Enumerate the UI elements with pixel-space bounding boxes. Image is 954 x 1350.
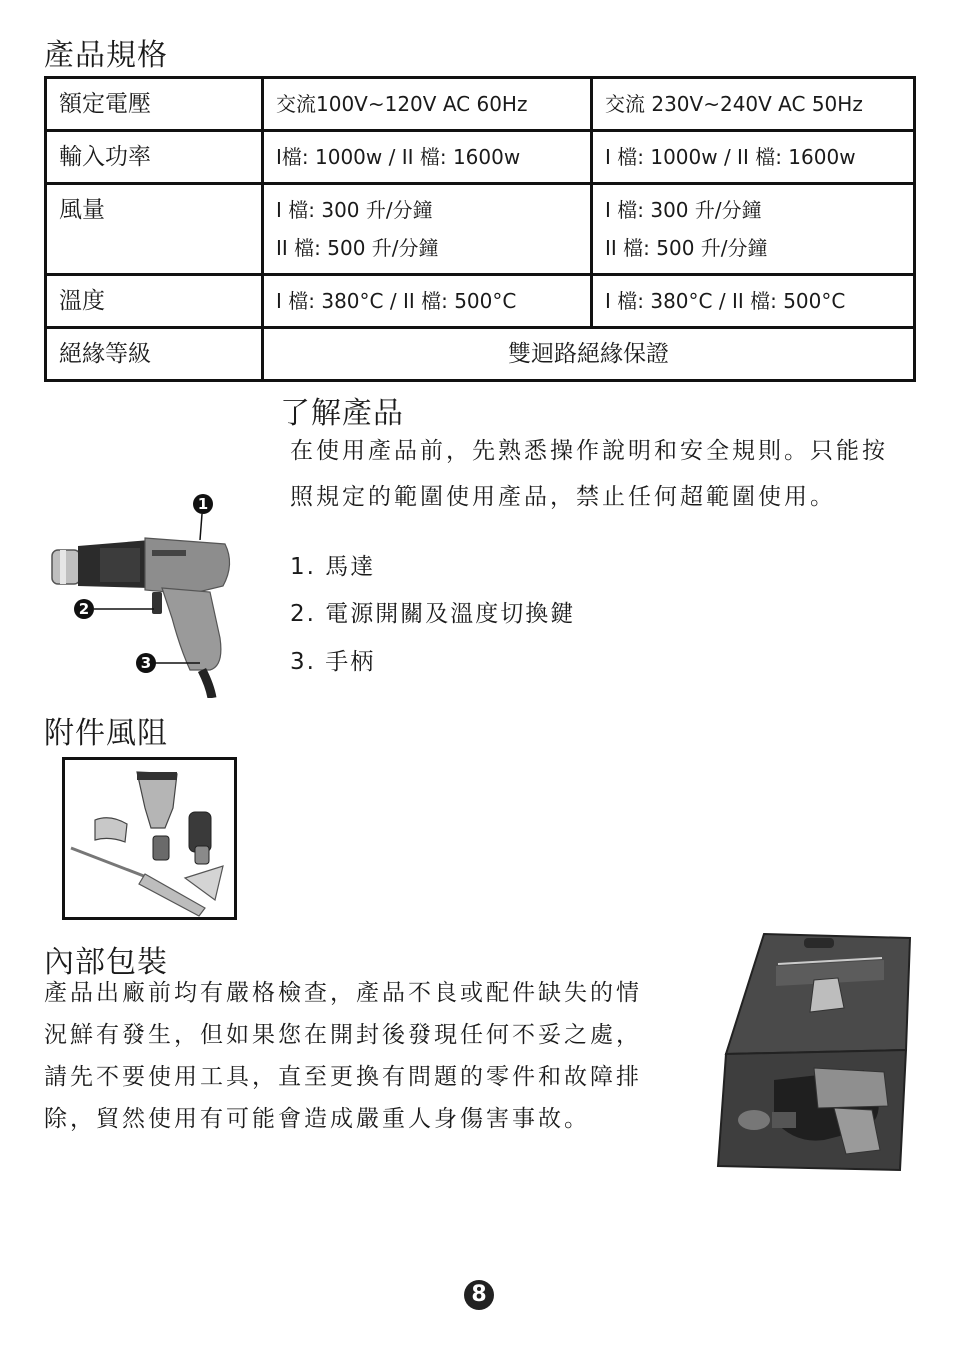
- carry-case-illustration: [714, 930, 914, 1178]
- package-title: 內部包裝: [44, 945, 168, 980]
- cell-merged: 雙迴路絕緣保證: [263, 328, 915, 381]
- list-item: 2. 電源開關及溫度切換鍵: [290, 601, 576, 627]
- row-label: 溫度: [46, 275, 263, 328]
- spec-table: [44, 76, 916, 382]
- callout-3: 3: [136, 653, 156, 673]
- list-item: 3. 手柄: [290, 649, 376, 675]
- paragraph-line: 除，貿然使用有可能會造成嚴重人身傷害事故。: [44, 1106, 590, 1132]
- accessories-illustration: [65, 760, 234, 917]
- callout-1: 1: [193, 494, 213, 514]
- cell-line: II 檔: 500 升/分鐘: [276, 236, 439, 260]
- cell-110v: 交流100V~120V AC 60Hz: [263, 78, 592, 131]
- accessories-title: 附件風阻: [44, 716, 168, 751]
- table-row: [46, 78, 915, 131]
- know-title: 了解產品: [280, 396, 404, 431]
- cell-230v: 交流 230V~240V AC 50Hz: [592, 78, 915, 131]
- cell-110v: [263, 184, 592, 275]
- table-row: [46, 328, 915, 381]
- row-label: 絕緣等級: [46, 328, 263, 381]
- cell-line: I 檔: 300 升/分鐘: [276, 198, 433, 222]
- cell-line: II 檔: 500 升/分鐘: [605, 236, 768, 260]
- page-number: 8: [464, 1280, 494, 1310]
- paragraph-line: 請先不要使用工具，直至更換有問題的零件和故障排: [44, 1064, 642, 1090]
- know-paragraph: [290, 428, 930, 520]
- row-label: 額定電壓: [46, 78, 263, 131]
- cell-110v: I 檔: 380°C / II 檔: 500°C: [263, 275, 592, 328]
- table-row: [46, 275, 915, 328]
- carry-case-figure: [714, 930, 914, 1178]
- callout-2: 2: [74, 599, 94, 619]
- table-row: [46, 184, 915, 275]
- cell-230v: [592, 184, 915, 275]
- paragraph-line: 況鮮有發生，但如果您在開封後發現任何不妥之處，: [44, 1022, 642, 1048]
- cell-230v: I 檔: 380°C / II 檔: 500°C: [592, 275, 915, 328]
- paragraph-line: 在使用產品前，先熟悉操作說明和安全規則。只能按: [290, 438, 888, 464]
- table-row: [46, 131, 915, 184]
- heat-gun-figure: [40, 488, 240, 698]
- paragraph-line: 產品出廠前均有嚴格檢查，產品不良或配件缺失的情: [44, 980, 642, 1006]
- cell-110v: I檔: 1000w / II 檔: 1600w: [263, 131, 592, 184]
- accessories-box: [62, 757, 237, 920]
- spec-title: 產品規格: [44, 38, 168, 73]
- cell-230v: I 檔: 1000w / II 檔: 1600w: [592, 131, 915, 184]
- cell-line: I 檔: 300 升/分鐘: [605, 198, 762, 222]
- list-item: 1. 馬達: [290, 554, 376, 580]
- package-paragraph: [44, 972, 684, 1140]
- paragraph-line: 照規定的範圍使用產品，禁止任何超範圍使用。: [290, 484, 836, 510]
- row-label: 風量: [46, 184, 263, 275]
- row-label: 輸入功率: [46, 131, 263, 184]
